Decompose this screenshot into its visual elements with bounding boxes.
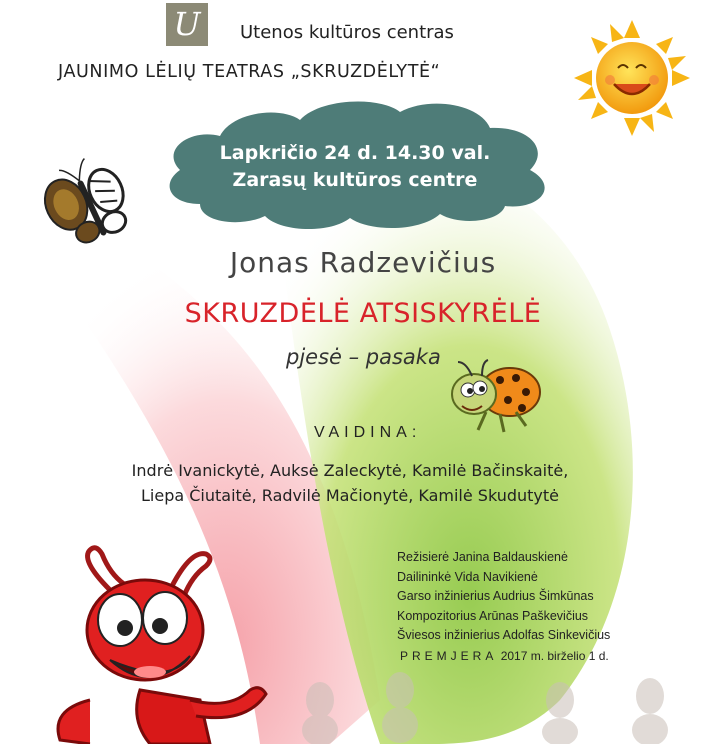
premiere-info [400, 649, 609, 663]
event-date: Lapkričio 24 d. 14.30 val. [219, 142, 491, 164]
cast-line: Liepa Čiutaitė, Radvilė Mačionytė, Kamilė Skudutytė [140, 486, 560, 505]
butterfly-illustration [34, 149, 139, 254]
play-author: Jonas Radzevičius [229, 246, 497, 279]
play-title: SKRUZDĖLĖ ATSISKYRĖLĖ [184, 298, 542, 329]
event-venue: Zarasų kultūros centre [232, 169, 478, 191]
premiere-date: 2017 m. birželio 1 d. [500, 649, 609, 663]
credit-line: Kompozitorius Arūnas Paškevičius [397, 608, 589, 623]
credit-line: Dailininkė Vida Navikienė [397, 569, 538, 584]
organization-name: Utenos kultūros centras [240, 22, 454, 43]
credit-line: Garso inžinierius Audrius Šimkūnas [397, 589, 594, 603]
play-subtitle: pjesė – pasaka [286, 345, 441, 369]
credit-line: Šviesos inžinierius Adolfas Sinkevičius [397, 628, 611, 642]
cast-heading: VAIDINA: [314, 424, 422, 441]
premiere-label: PREMJERA [400, 649, 498, 663]
theatre-name: JAUNIMO LĖLIŲ TEATRAS „SKRUZDĖLYTĖ“ [58, 62, 441, 82]
sun-illustration [574, 20, 690, 136]
credits-list [397, 548, 610, 646]
cast-list [0, 458, 700, 508]
logo-box [166, 3, 208, 46]
cast-line: Indrė Ivanickytė, Auksė Zaleckytė, Kamilė Bačinskaitė, [131, 461, 569, 480]
credit-line: Režisierė Janina Baldauskienė [397, 550, 568, 564]
event-info [175, 140, 535, 194]
logo-letter: U [173, 5, 201, 43]
